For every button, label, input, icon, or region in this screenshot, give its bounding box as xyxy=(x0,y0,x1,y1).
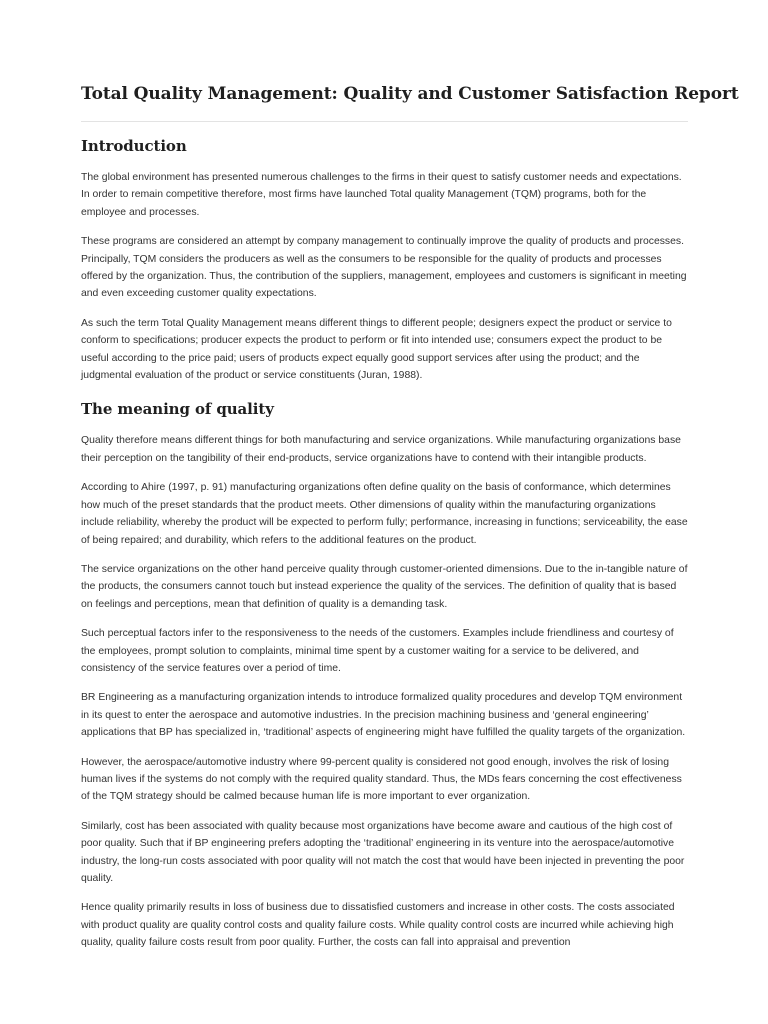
paragraph: According to Ahire (1997, p. 91) manufacturing organizations often define quality on the basis of conformance, which determines how much of the preset standards that the product meets. Other dimensions of quality within the manufacturing organizations include reliability, whereby the product will be expected to perform fully; performance, increasing in functions; serviceability, the ease of being repaired; and durability, which refers to the additional features on the product. xyxy=(81,482,688,546)
paragraph: Hence quality primarily results in loss of business due to dissatisfied customers and increase in other costs. The costs associated with product quality are quality control costs and quality failure costs. While quality control costs are incurred while achieving high quality, quality failure costs result from poor quality. Further, the costs can fall into appraisal and prevention xyxy=(81,902,675,949)
paragraph: However, the aerospace/automotive industry where 99-percent quality is considered not good enough, involves the risk of losing human lives if the systems do not comply with the required quality standard. Thus, the MDs fears concerning the cost effectiveness of the TQM strategy should be calmed because human life is more important to ever organization. xyxy=(81,756,682,803)
section-heading-introduction: Introduction xyxy=(81,137,187,155)
title-divider xyxy=(81,121,688,122)
paragraph: The service organizations on the other hand perceive quality through customer-oriented dimensions. Due to the in-tangible nature of the products, the consumers cannot touch but instead experience the quality of the services. The definition of quality that is based on feelings and perceptions, mean that definition of quality is a demanding task. xyxy=(81,563,688,610)
paragraph: Similarly, cost has been associated with quality because most organizations have become aware and cautious of the high cost of poor quality. Such that if BP engineering prefers adopting the ‘traditional’ engineering in its venture into the aerospace/automotive industry, the long-run costs associated with poor quality will not match the cost that would have been injected in preventing the poor quality. xyxy=(81,820,685,884)
document-body xyxy=(81,137,688,964)
paragraph: Such perceptual factors infer to the responsiveness to the needs of the customers. Examples include friendliness and courtesy of the employees, prompt solution to complaints, minimal time spent by a customer waiting for a service to be delivered, and consistency of the service features over a period of time. xyxy=(81,628,674,674)
paragraph: Quality therefore means different things for both manufacturing and service organizations. While manufacturing organizations base their perception on the tangibility of their end-products, service organizations have to contend with their intangible products. xyxy=(81,435,681,464)
section-heading-meaning-of-quality: The meaning of quality xyxy=(81,400,274,419)
paragraph: These programs are considered an attempt by company management to continually improve the quality of products and processes. Principally, TQM considers the producers as well as the consumers to be responsible for the quality of products and processes offered by the organization. Thus, the contribution of the suppliers, management, employees and customers is significant in meeting and even exceeding customer quality expectations. xyxy=(81,236,687,300)
paragraph: The global environment has presented numerous challenges to the firms in their quest to satisfy customer needs and expectations. In order to remain competitive therefore, most firms have launched Total quality Management (TQM) programs, both for the employee and processes. xyxy=(81,172,682,218)
paragraph: BR Engineering as a manufacturing organization intends to introduce formalized quality procedures and develop TQM environment in its quest to enter the aerospace and automotive industries. In the precision machining business and ‘general engineering’ applications that BP has specialized in, ‘traditional’ aspects of engineering might have fulfilled the quality targets of the organization. xyxy=(81,692,686,739)
document-title: Total Quality Management: Quality and Customer Satisfaction Report xyxy=(81,84,739,104)
paragraph: As such the term Total Quality Management means different things to different people; designers expect the product or service to conform to specifications; producer expects the product to perform or fit into intended use; consumers expect the product to be useful according to the price paid; users of products expect equally good support services after using the product; and the judgmental evaluation of the product or service constituents (Juran, 1988). xyxy=(81,317,672,382)
